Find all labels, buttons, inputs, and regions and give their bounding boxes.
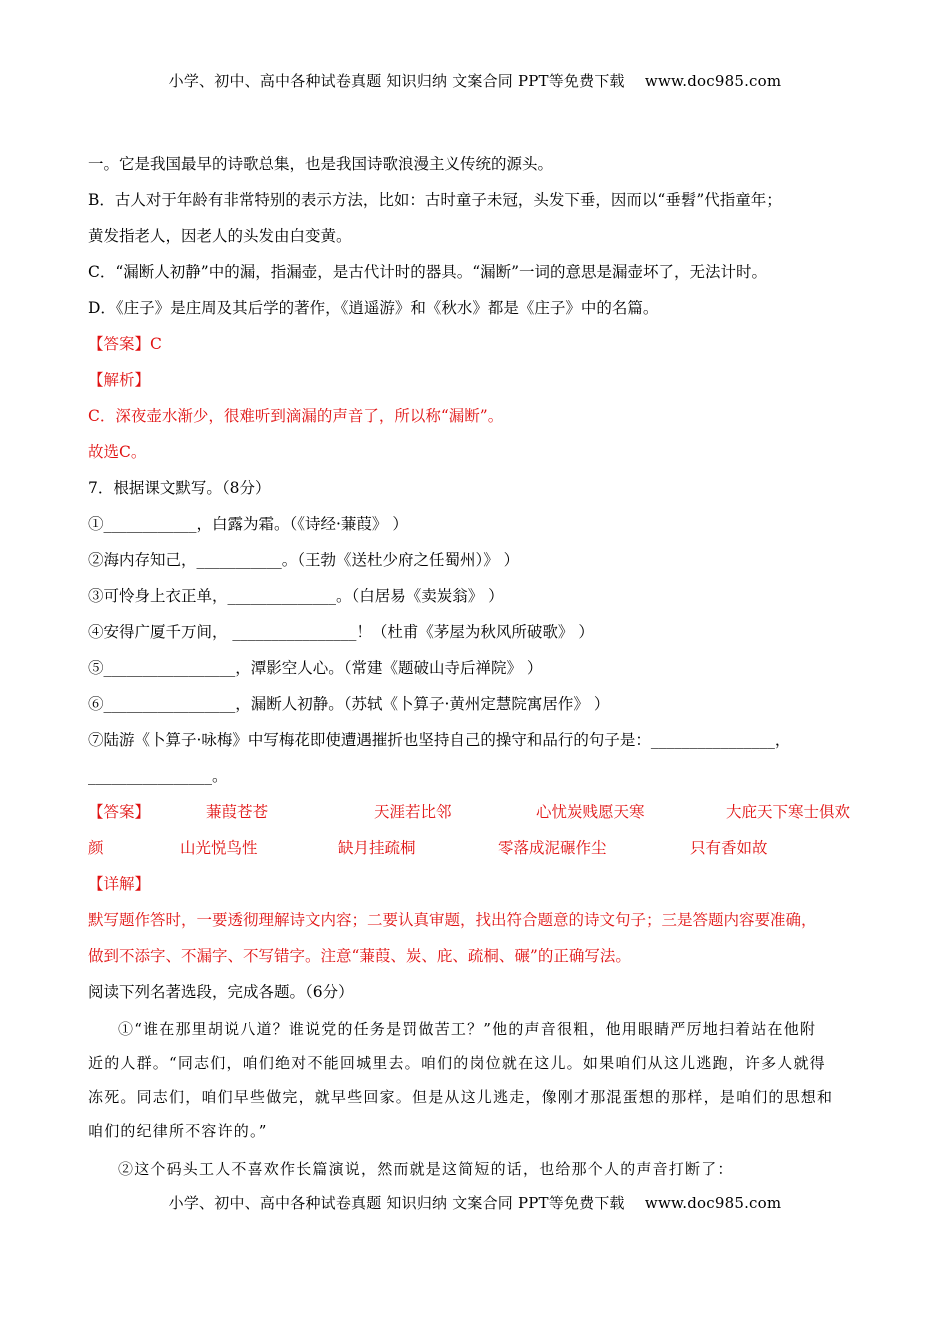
reading-intro: 阅读下列名著选段，完成各题。（6分） — [88, 983, 354, 1001]
q7-detail-line1: 默写题作答时，一要透彻理解诗文内容；二要认真审题，找出符合题意的诗文句子；三是答题内容要准确， — [88, 911, 817, 929]
reading-p1-line1: ①“谁在那里胡说八道？谁说党的任务是罚做苦工？”他的声音很粗，他用眼睛严厉地扫着站在他附 — [118, 1020, 817, 1038]
q7-answer-4: 大庇天下寒士俱欢 — [726, 803, 851, 821]
q7-answer-6: 缺月挂疏桐 — [338, 839, 416, 857]
q6-option-d: D．《庄子》是庄周及其后学的著作，《逍遥游》和《秋水》都是《庄子》中的名篇。 — [88, 299, 659, 317]
reading-p1-line4: 咱们的纪律所不容许的。” — [88, 1122, 268, 1140]
q6-conclusion: 故选C。 — [88, 443, 147, 461]
q7-answer-4-cont: 颜 — [88, 839, 104, 857]
q7-item-4: ④安得广厦千万间， ________________！（杜甫《茅屋为秋风所破歌》 ） — [88, 623, 594, 641]
q7-answer-label: 【答案】 — [88, 803, 151, 821]
q7-item-5: ⑤_________________，潭影空人心。（常建《题破山寺后禅院》 ） — [88, 659, 543, 677]
page-footer: 小学、初中、高中各种试卷真题 知识归纳 文案合同 PPT等免费下载 www.doc985.com — [168, 1194, 782, 1212]
q7-answer-row1 — [88, 794, 868, 830]
q7-item-3: ③可怜身上衣正单，______________。（白居易《卖炭翁》 ） — [88, 587, 504, 605]
q6-answer: 【答案】C — [88, 335, 162, 353]
q7-answer-3: 心忧炭贱愿天寒 — [536, 803, 645, 821]
q7-item-1: ①____________，白露为霜。（《诗经·蒹葭》 ） — [88, 515, 408, 533]
reading-p1-line2: 近的人群。“同志们，咱们绝对不能回城里去。咱们的岗位就在这儿。如果咱们从这儿逃跑，许多人就得 — [88, 1054, 826, 1072]
q6-option-c: C．“漏断人初静”中的漏，指漏壶，是古代计时的器具。“漏断”一词的意思是漏壶坏了，无法计时。 — [88, 263, 768, 281]
document-body — [88, 146, 868, 1186]
q7-answer-2: 天涯若比邻 — [374, 803, 452, 821]
page-header: 小学、初中、高中各种试卷真题 知识归纳 文案合同 PPT等免费下载 www.doc985.com — [168, 72, 782, 90]
q6-option-b-line1: B．古人对于年龄有非常特别的表示方法，比如：古时童子未冠，头发下垂，因而以“垂髫”代指童年； — [88, 191, 782, 209]
q7-detail-label: 【详解】 — [88, 875, 151, 893]
q6-analysis-label: 【解析】 — [88, 371, 151, 389]
q7-answer-7: 零落成泥碾作尘 — [498, 839, 607, 857]
reading-p2-line1: ②这个码头工人不喜欢作长篇演说，然而就是这简短的话，也给那个人的声音打断了： — [118, 1160, 734, 1178]
q7-item-7: ⑦陆游《卜算子·咏梅》中写梅花即使遭遇摧折也坚持自己的操守和品行的句子是：________________， — [88, 731, 791, 749]
q7-item-6: ⑥_________________，漏断人初静。（苏轼《卜算子·黄州定慧院寓居作》 ） — [88, 695, 610, 713]
q7-item-7-cont: ________________。 — [88, 767, 228, 785]
q6-option-a: 一。它是我国最早的诗歌总集，也是我国诗歌浪漫主义传统的源头。 — [88, 155, 554, 173]
q7-answer-5: 山光悦鸟性 — [180, 839, 258, 857]
q7-answer-8: 只有香如故 — [690, 839, 768, 857]
reading-p1-line3: 冻死。同志们，咱们早些做完，就早些回家。但是从这儿逃走，像刚才那混蛋想的那样，是咱们的思想和 — [88, 1088, 834, 1106]
q7-answer-row2 — [88, 830, 868, 866]
q6-analysis-text: C．深夜壶水渐少，很难听到滴漏的声音了，所以称“漏断”。 — [88, 407, 504, 425]
q7-answer-1: 蒹葭苍苍 — [206, 803, 269, 821]
q6-option-b-line2: 黄发指老人，因老人的头发由白变黄。 — [88, 227, 352, 245]
q7-detail-line2: 做到不添字、不漏字、不写错字。注意“蒹葭、炭、庇、疏桐、碾”的正确写法。 — [88, 947, 631, 965]
q7-title: 7．根据课文默写。（8分） — [88, 479, 271, 497]
q7-item-2: ②海内存知己，___________。（王勃《送杜少府之任蜀州）》 ） — [88, 551, 520, 569]
